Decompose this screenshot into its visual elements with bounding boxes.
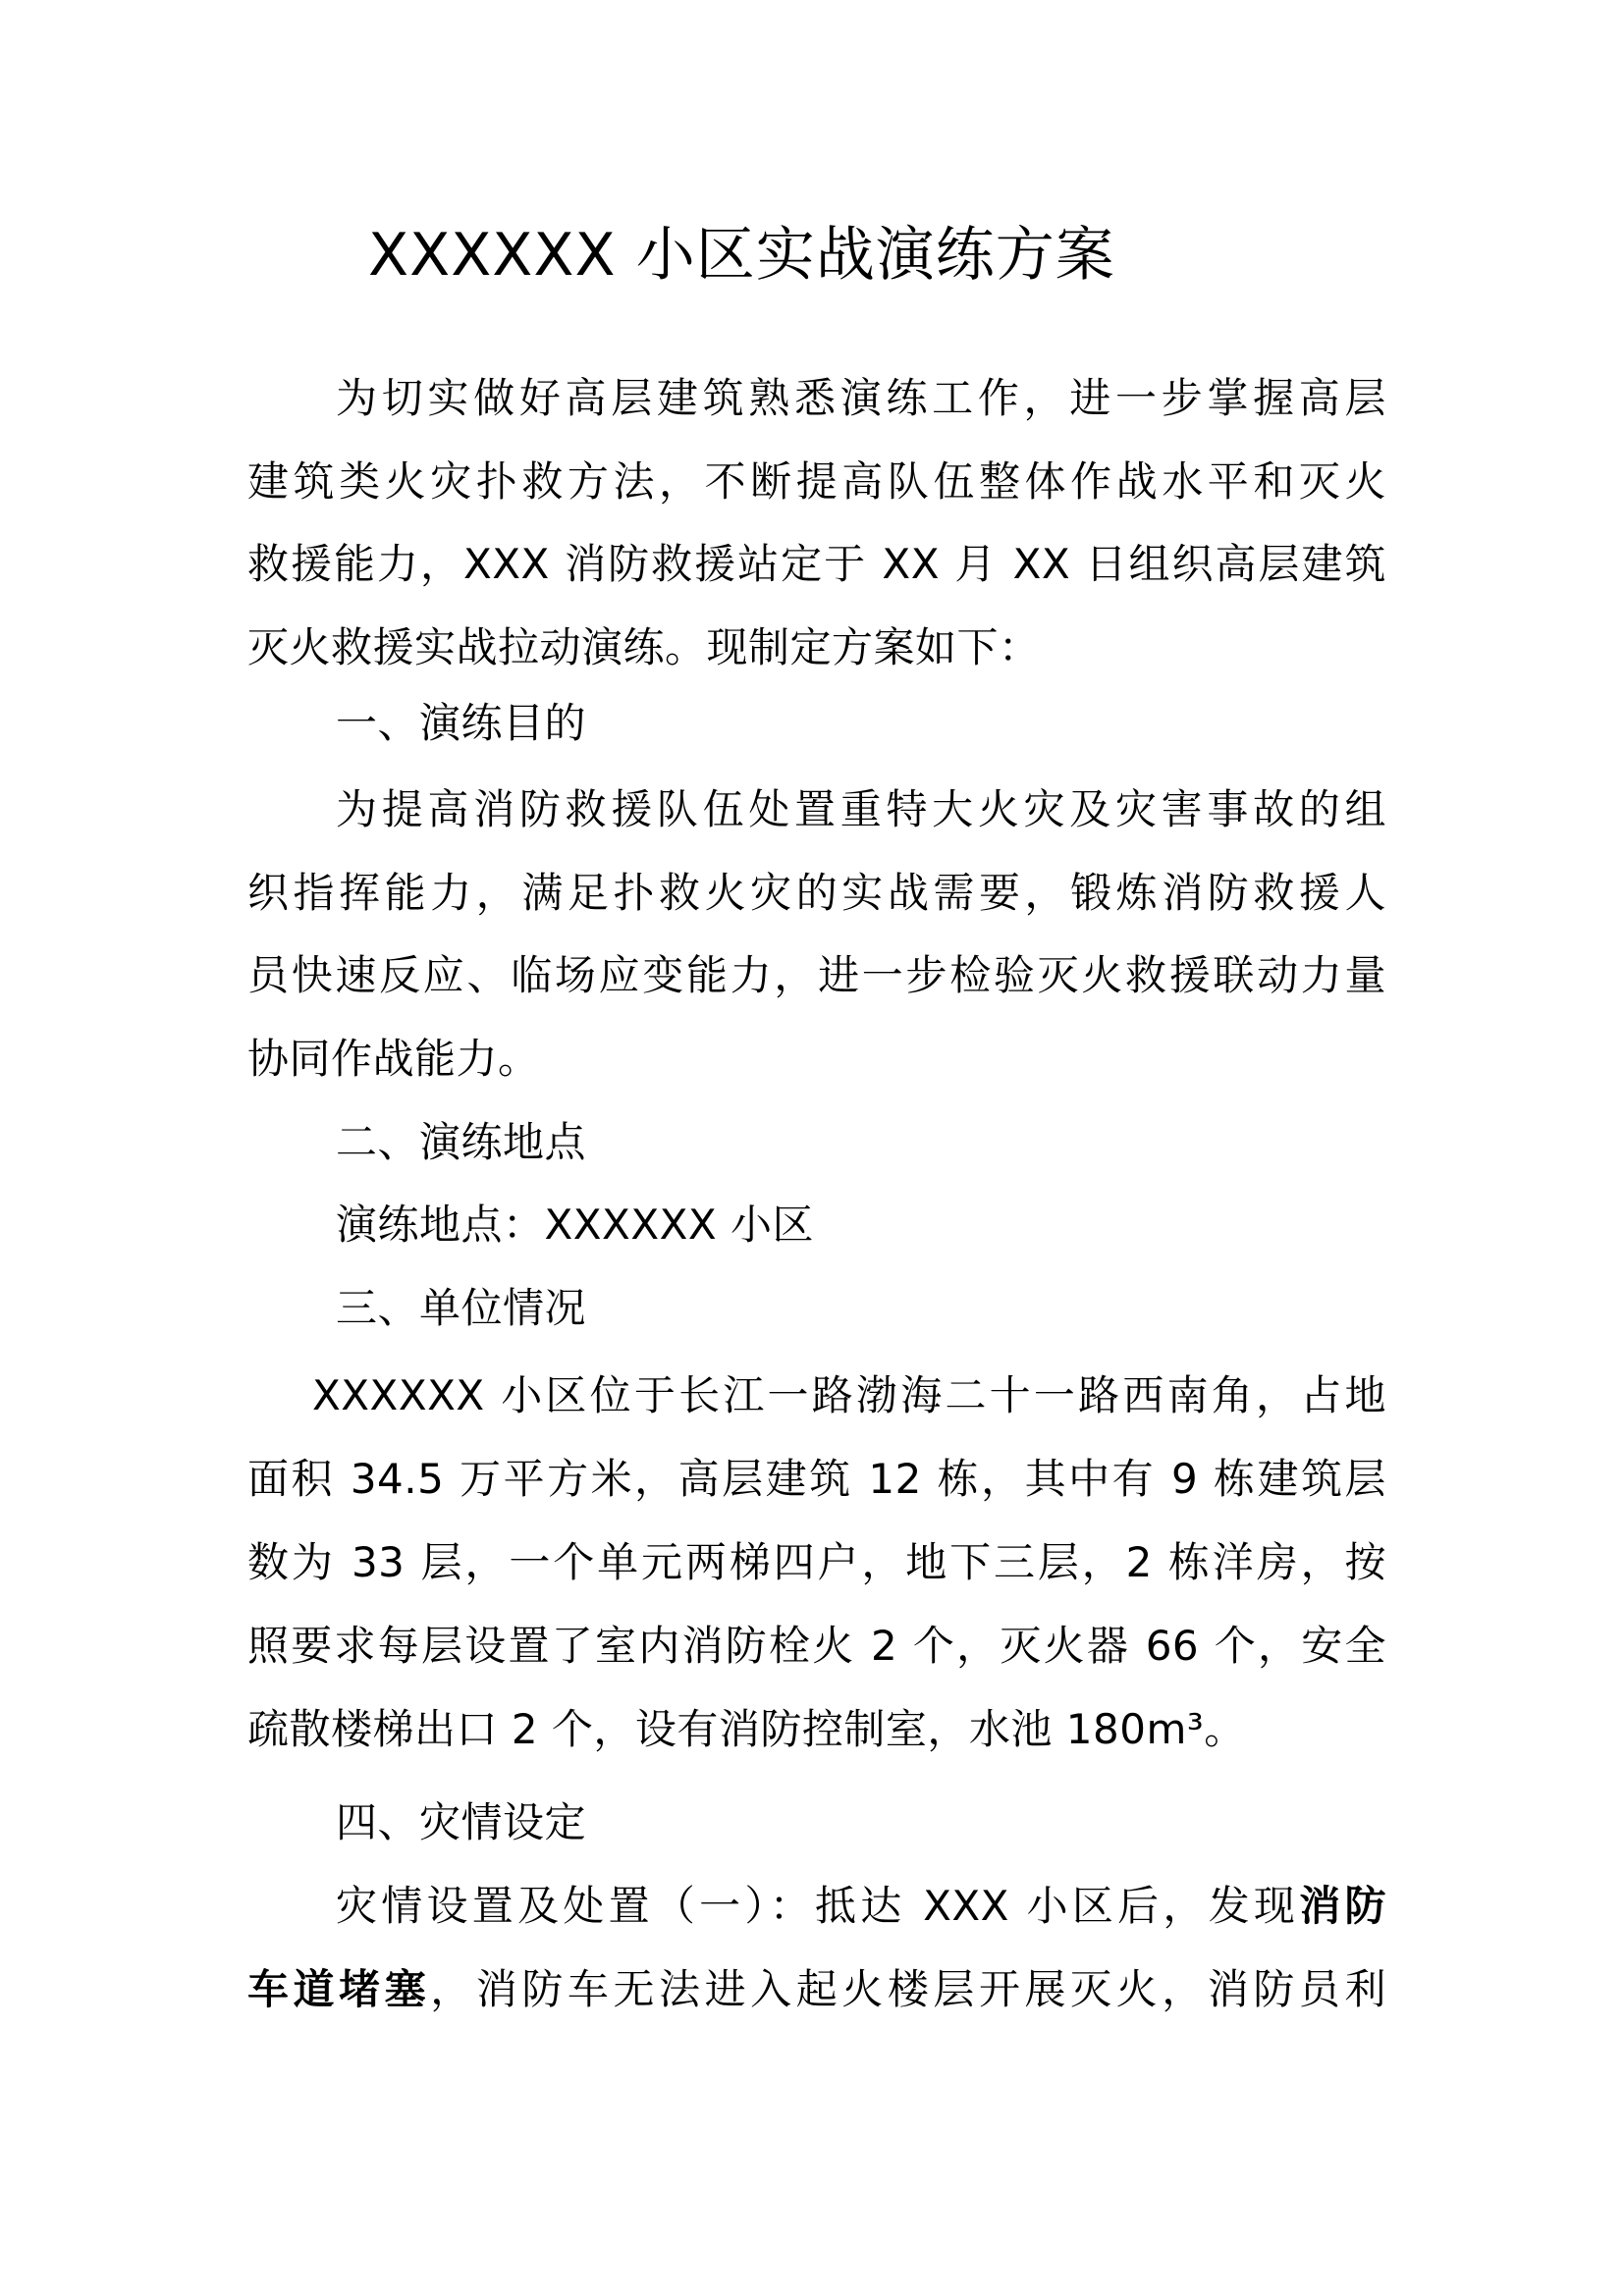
bold-text: 车道堵塞 bbox=[247, 1965, 431, 2013]
paragraph-line: 面积 34.5 万平方米，高层建筑 12 栋，其中有 9 栋建筑层 bbox=[247, 1455, 1386, 1503]
paragraph-line: 协同作战能力。 bbox=[247, 1035, 540, 1083]
section-heading: 二、演练地点 bbox=[336, 1118, 587, 1166]
paragraph-line: 照要求每层设置了室内消防栓火 2 个，灭火器 66 个，安全 bbox=[247, 1622, 1386, 1670]
paragraph-line: XXXXXX 小区位于长江一路渤海二十一路西南角，占地 bbox=[312, 1371, 1386, 1419]
paragraph-line: 织指挥能力，满足扑救火灾的实战需要，锻炼消防救援人 bbox=[247, 869, 1386, 917]
paragraph-line bbox=[336, 1877, 1386, 1936]
paragraph-line: 数为 33 层，一个单元两梯四户，地下三层，2 栋洋房，按 bbox=[247, 1538, 1386, 1586]
section-heading: 四、灾情设定 bbox=[336, 1798, 587, 1846]
bold-text: 消防 bbox=[1299, 1882, 1386, 1930]
intro-line: 灭火救援实战拉动演练。现制定方案如下： bbox=[247, 623, 1041, 671]
paragraph-line: 演练地点：XXXXXX 小区 bbox=[336, 1201, 814, 1249]
paragraph-text: 灾情设置及处置（一）：抵达 XXX 小区后，发现 bbox=[336, 1882, 1300, 1930]
section-heading: 一、演练目的 bbox=[336, 699, 587, 747]
intro-line: 为切实做好高层建筑熟悉演练工作，进一步掌握高层 bbox=[336, 374, 1386, 422]
paragraph-line: 疏散楼梯出口 2 个，设有消防控制室，水池 180m³。 bbox=[247, 1705, 1246, 1753]
paragraph-line bbox=[247, 1960, 1386, 2019]
intro-line: 救援能力，XXX 消防救援站定于 XX 月 XX 日组织高层建筑 bbox=[247, 540, 1386, 588]
paragraph-line: 为提高消防救援队伍处置重特大火灾及灾害事故的组 bbox=[336, 785, 1386, 833]
intro-line: 建筑类火灾扑救方法，不断提高队伍整体作战水平和灭火 bbox=[247, 457, 1386, 506]
document-title: XXXXXX 小区实战演练方案 bbox=[368, 221, 1115, 290]
paragraph-text: ，消防车无法进入起火楼层开展灭火，消防员利 bbox=[430, 1965, 1386, 2013]
section-heading: 三、单位情况 bbox=[336, 1284, 587, 1332]
paragraph-line: 员快速反应、临场应变能力，进一步检验灭火救援联动力量 bbox=[247, 951, 1386, 999]
